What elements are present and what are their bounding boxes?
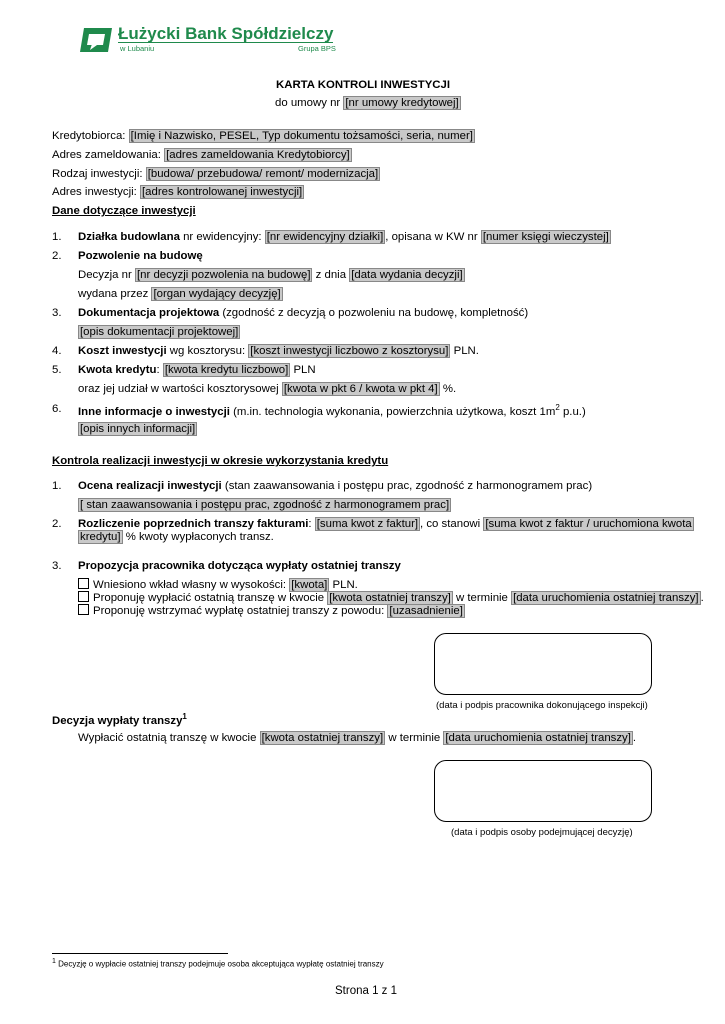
decision-amount-field[interactable]: [kwota ostatniej transzy] xyxy=(261,732,384,744)
item-progress-assessment xyxy=(78,480,592,492)
progress-line xyxy=(78,499,451,511)
other-info-line xyxy=(78,423,197,435)
item-number: 3. xyxy=(52,560,62,572)
decision-text: Wypłacić ostatnią transzę w kwocie xyxy=(78,732,260,744)
inspector-signature-caption: (data i podpis pracownika dokonującego inspekcji) xyxy=(436,700,648,711)
item-text: (m.in. technologia wykonania, powierzchnia użytkowa, koszt 1m xyxy=(229,405,556,418)
permit-decision-line xyxy=(78,269,465,281)
checkbox[interactable] xyxy=(78,578,89,589)
option-text: Wniesiono wkład własny w wysokości: xyxy=(93,579,290,591)
option-text: . xyxy=(700,592,704,604)
loan-share-line xyxy=(78,383,456,395)
footnote-text: Decyzję o wypłacie ostatniej transzy podejmuje osoba akceptująca wypłatę ostatniej transzy xyxy=(55,959,384,969)
item-plot xyxy=(78,231,611,243)
bank-logo-icon xyxy=(78,26,114,54)
item-loan-amount xyxy=(78,364,316,376)
item-title: Dokumentacja projektowa xyxy=(78,307,220,319)
invoice-ratio-field[interactable]: [suma kwot z faktur / uruchomiona kwota xyxy=(485,518,692,530)
item-other-info xyxy=(78,403,586,418)
permit-number-field[interactable]: [nr decyzji pozwolenia na budowę] xyxy=(136,269,311,281)
page-subtitle xyxy=(275,97,461,109)
investment-address-line xyxy=(52,186,304,198)
item-text: Decyzja nr xyxy=(78,269,135,281)
option-text: Proponuję wypłacić ostatnią transzę w kwocie xyxy=(93,592,328,604)
item-text: , co stanowi xyxy=(420,518,484,530)
item-number: 3. xyxy=(52,307,62,319)
progress-field[interactable]: [ stan zaawansowania i postępu prac, zgodność z harmonogramem prac] xyxy=(80,499,450,511)
item-number: 4. xyxy=(52,345,62,357)
investment-address-label: Adres inwestycji: xyxy=(52,186,137,198)
inspector-signature-box[interactable] xyxy=(434,633,652,695)
page-title: KARTA KONTROLI INWESTYCJI xyxy=(276,79,451,91)
permit-issuer-line xyxy=(78,288,283,300)
address-label: Adres zameldowania: xyxy=(52,149,161,161)
item-number: 6. xyxy=(52,403,62,415)
address-line xyxy=(52,149,352,161)
invoice-sum-field[interactable]: [suma kwot z faktur] xyxy=(316,518,419,530)
option-text: PLN. xyxy=(329,579,358,591)
item-text: z dnia xyxy=(312,269,350,281)
item-title: Koszt inwestycji xyxy=(78,345,167,357)
item-text: PLN. xyxy=(450,345,479,357)
decision-signature-caption: (data i podpis osoby podejmującej decyzję) xyxy=(451,827,633,838)
option-text: w terminie xyxy=(452,592,512,604)
settlement-line-2 xyxy=(78,531,274,543)
land-register-field[interactable]: [numer księgi wieczystej] xyxy=(482,231,609,243)
item-number: 2. xyxy=(52,250,62,262)
investment-cost-field[interactable]: [koszt inwestycji liczbowo z kosztorysu] xyxy=(250,345,449,357)
item-investment-cost xyxy=(78,345,479,357)
address-field[interactable]: [adres zameldowania Kredytobiorcy] xyxy=(166,149,350,161)
section-control-heading: Kontrola realizacji inwestycji w okresie wykorzystania kredytu xyxy=(52,455,389,467)
project-docs-line xyxy=(78,326,240,338)
decision-text: w terminie xyxy=(385,732,444,744)
loan-share-field[interactable]: [kwota w pkt 6 / kwota w pkt 4] xyxy=(283,383,438,395)
item-title: Kwota kredytu xyxy=(78,364,157,376)
decision-text: . xyxy=(632,732,637,744)
item-title: Działka budowlana xyxy=(78,231,180,243)
item-text: (zgodność z decyzją o pozwoleniu na budowę, kompletność) xyxy=(219,307,529,319)
item-title: Pozwolenie na budowę xyxy=(78,250,203,262)
justification-field[interactable]: [uzasadnienie] xyxy=(389,605,463,617)
item-title: Ocena realizacji inwestycji xyxy=(78,480,222,492)
decision-heading xyxy=(52,712,187,727)
loan-number-field[interactable]: [nr umowy kredytowej] xyxy=(345,97,459,109)
item-text: , opisana w KW nr xyxy=(385,231,481,243)
investment-type-line xyxy=(52,168,380,180)
loan-amount-field[interactable]: [kwota kredytu liczbowo] xyxy=(164,364,289,376)
bank-logo xyxy=(78,26,338,56)
checkbox[interactable] xyxy=(78,604,89,615)
permit-issuer-field[interactable]: [organ wydający decyzję] xyxy=(153,288,281,300)
decision-date-field[interactable]: [data uruchomienia ostatniej transzy] xyxy=(445,732,631,744)
decision-signature-box[interactable] xyxy=(434,760,652,822)
item-text: nr ewidencyjny: xyxy=(179,231,265,243)
item-number: 1. xyxy=(52,480,62,492)
item-number: 1. xyxy=(52,231,62,243)
invoice-ratio-field-cont[interactable]: kredytu] xyxy=(80,531,121,543)
project-docs-field[interactable]: [opis dokumentacji projektowej] xyxy=(80,326,239,338)
item-text: (stan zaawansowania i postępu prac, zgodność z harmonogramem prac) xyxy=(221,480,593,492)
page-number: Strona 1 z 1 xyxy=(335,985,398,997)
logo-divider xyxy=(118,42,333,43)
plot-number-field[interactable]: [nr ewidencyjny działki] xyxy=(266,231,384,243)
checkbox[interactable] xyxy=(78,591,89,602)
borrower-line xyxy=(52,130,475,142)
bank-name: Łużycki Bank Spółdzielczy xyxy=(118,24,334,43)
bank-city: w Lubaniu xyxy=(120,44,155,53)
decision-heading-text: Decyzja wypłaty transzy xyxy=(52,714,183,727)
investment-address-field[interactable]: [adres kontrolowanej inwestycji] xyxy=(142,186,303,198)
item-text: p.u.) xyxy=(559,405,586,418)
item-title: Inne informacje o inwestycji xyxy=(78,405,230,418)
borrower-label: Kredytobiorca: xyxy=(52,130,126,142)
item-settlement xyxy=(78,518,694,530)
item-number: 2. xyxy=(52,518,62,530)
item-text: oraz jej udział w wartości kosztorysowej xyxy=(78,383,282,395)
item-text: % kwoty wypłaconych transz. xyxy=(122,531,274,543)
permit-date-field[interactable]: [data wydania decyzji] xyxy=(351,269,463,281)
option-pay-tranche xyxy=(78,591,704,604)
footnote xyxy=(52,958,384,969)
item-text: : xyxy=(156,364,163,376)
investment-type-field[interactable]: [budowa/ przebudowa/ remont/ modernizacja] xyxy=(147,168,379,180)
footnote-ref: 1 xyxy=(182,712,187,721)
item-text: wg kosztorysu: xyxy=(166,345,249,357)
item-text: wydana przez xyxy=(78,288,152,300)
item-text: PLN xyxy=(290,364,316,376)
item-text: : xyxy=(308,518,315,530)
option-own-contribution xyxy=(78,578,358,591)
footnote-number: 1 xyxy=(52,958,56,965)
investment-type-label: Rodzaj inwestycji: xyxy=(52,168,143,180)
option-withhold-tranche xyxy=(78,604,465,617)
borrower-field[interactable]: [Imię i Nazwisko, PESEL, Typ dokumentu tożsamości, seria, numer] xyxy=(130,130,473,142)
bank-group: Grupa BPS xyxy=(298,44,336,53)
option-text: Proponuję wstrzymać wypłatę ostatniej transzy z powodu: xyxy=(93,605,388,617)
superscript: 2 xyxy=(555,403,560,412)
subtitle-prefix: do umowy nr xyxy=(275,97,341,109)
item-title: Propozycja pracownika dotycząca wypłaty ostatniej transzy xyxy=(78,560,401,572)
section-investment-heading: Dane dotyczące inwestycji xyxy=(52,205,196,217)
item-title: Rozliczenie poprzednich transzy fakturami xyxy=(78,518,309,530)
footnote-divider xyxy=(52,953,228,954)
other-info-field[interactable]: [opis innych informacji] xyxy=(80,423,196,435)
decision-line xyxy=(78,732,636,744)
own-contribution-field[interactable]: [kwota] xyxy=(291,579,328,591)
tranche-amount-field[interactable]: [kwota ostatniej transzy] xyxy=(329,592,451,604)
item-text: %. xyxy=(439,383,457,395)
tranche-date-field[interactable]: [data uruchomienia ostatniej transzy] xyxy=(513,592,699,604)
item-number: 5. xyxy=(52,364,62,376)
item-project-docs xyxy=(78,307,528,319)
